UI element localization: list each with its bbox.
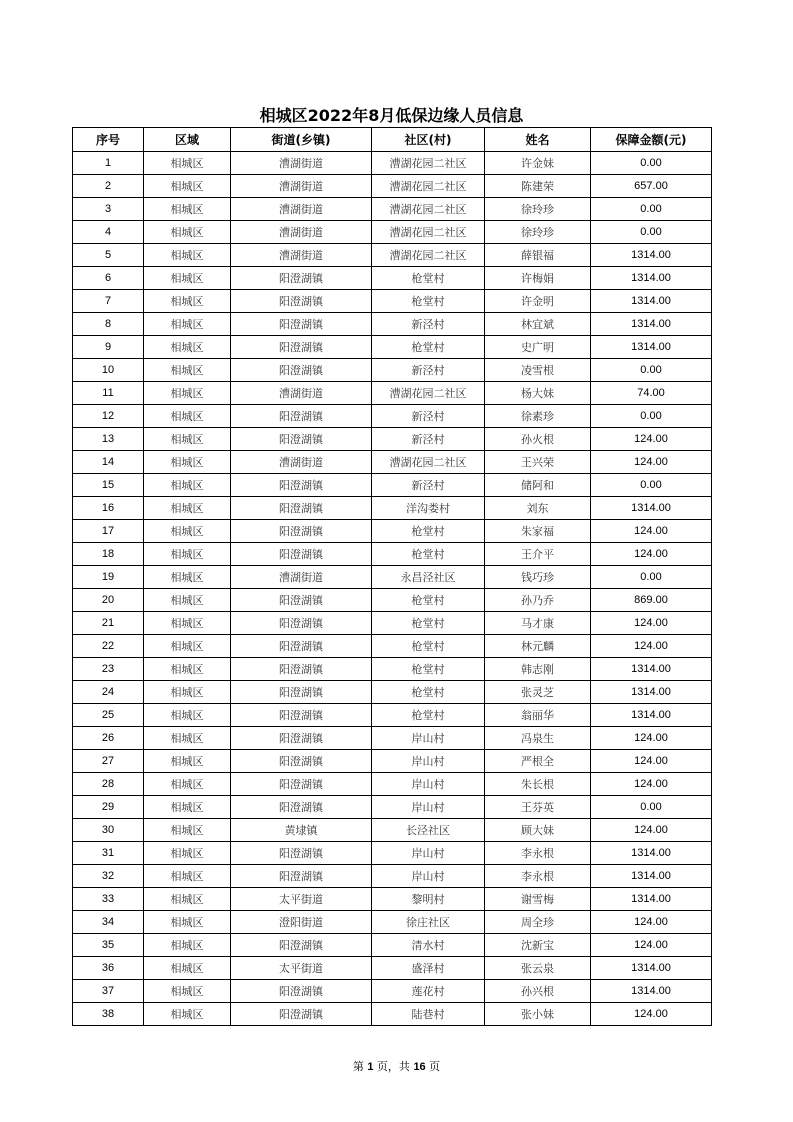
cell-amount: 869.00 — [591, 589, 712, 612]
cell-street: 阳澄湖镇 — [231, 842, 372, 865]
cell-index: 35 — [73, 934, 144, 957]
table-row — [73, 727, 712, 750]
cell-community: 枪堂村 — [372, 635, 485, 658]
cell-district: 相城区 — [144, 796, 231, 819]
cell-district: 相城区 — [144, 589, 231, 612]
cell-name: 林元麟 — [485, 635, 591, 658]
cell-community: 枪堂村 — [372, 681, 485, 704]
table-row — [73, 612, 712, 635]
cell-name: 李永根 — [485, 842, 591, 865]
cell-district: 相城区 — [144, 543, 231, 566]
cell-name: 凌雪根 — [485, 359, 591, 382]
cell-index: 10 — [73, 359, 144, 382]
cell-amount: 1314.00 — [591, 957, 712, 980]
cell-amount: 124.00 — [591, 727, 712, 750]
table-row — [73, 658, 712, 681]
cell-amount: 0.00 — [591, 796, 712, 819]
data-table — [72, 127, 712, 1026]
cell-index: 34 — [73, 911, 144, 934]
cell-name: 沈新宝 — [485, 934, 591, 957]
cell-index: 11 — [73, 382, 144, 405]
cell-amount: 124.00 — [591, 635, 712, 658]
cell-name: 许梅娟 — [485, 267, 591, 290]
table-row — [73, 888, 712, 911]
total-pages-number: 16 — [413, 1061, 426, 1073]
cell-name: 王芬英 — [485, 796, 591, 819]
cell-community: 岸山村 — [372, 865, 485, 888]
cell-street: 阳澄湖镇 — [231, 796, 372, 819]
cell-name: 严根全 — [485, 750, 591, 773]
cell-name: 刘东 — [485, 497, 591, 520]
cell-amount: 124.00 — [591, 451, 712, 474]
table-row — [73, 1003, 712, 1026]
cell-name: 王兴荣 — [485, 451, 591, 474]
cell-district: 相城区 — [144, 635, 231, 658]
table-row — [73, 198, 712, 221]
table-row — [73, 428, 712, 451]
cell-index: 14 — [73, 451, 144, 474]
table-row — [73, 704, 712, 727]
cell-district: 相城区 — [144, 612, 231, 635]
cell-district: 相城区 — [144, 1003, 231, 1026]
cell-index: 24 — [73, 681, 144, 704]
cell-name: 朱长根 — [485, 773, 591, 796]
table-row — [73, 911, 712, 934]
cell-community: 漕湖花园二社区 — [372, 198, 485, 221]
cell-district: 相城区 — [144, 313, 231, 336]
cell-index: 33 — [73, 888, 144, 911]
cell-street: 阳澄湖镇 — [231, 704, 372, 727]
cell-community: 徐庄社区 — [372, 911, 485, 934]
cell-amount: 124.00 — [591, 520, 712, 543]
cell-street: 阳澄湖镇 — [231, 336, 372, 359]
cell-name: 冯泉生 — [485, 727, 591, 750]
cell-name: 王介平 — [485, 543, 591, 566]
table-row — [73, 980, 712, 1003]
cell-amount: 124.00 — [591, 819, 712, 842]
cell-name: 孙乃乔 — [485, 589, 591, 612]
cell-street: 阳澄湖镇 — [231, 681, 372, 704]
cell-amount: 74.00 — [591, 382, 712, 405]
cell-community: 洋沟娄村 — [372, 497, 485, 520]
cell-community: 枪堂村 — [372, 290, 485, 313]
table-row — [73, 497, 712, 520]
cell-index: 27 — [73, 750, 144, 773]
cell-amount: 0.00 — [591, 221, 712, 244]
cell-street: 阳澄湖镇 — [231, 497, 372, 520]
cell-amount: 1314.00 — [591, 681, 712, 704]
cell-name: 谢雪梅 — [485, 888, 591, 911]
cell-amount: 124.00 — [591, 1003, 712, 1026]
cell-street: 阳澄湖镇 — [231, 543, 372, 566]
cell-amount: 1314.00 — [591, 336, 712, 359]
cell-index: 25 — [73, 704, 144, 727]
cell-name: 林宜斌 — [485, 313, 591, 336]
table-row — [73, 359, 712, 382]
column-header-district: 区域 — [144, 128, 231, 152]
page-footer — [0, 1058, 793, 1074]
cell-community: 新泾村 — [372, 359, 485, 382]
cell-amount: 124.00 — [591, 911, 712, 934]
cell-district: 相城区 — [144, 934, 231, 957]
cell-street: 漕湖街道 — [231, 244, 372, 267]
cell-district: 相城区 — [144, 198, 231, 221]
cell-community: 岸山村 — [372, 842, 485, 865]
cell-community: 黎明村 — [372, 888, 485, 911]
cell-index: 4 — [73, 221, 144, 244]
table-row — [73, 842, 712, 865]
cell-name: 周全珍 — [485, 911, 591, 934]
cell-community: 枪堂村 — [372, 589, 485, 612]
cell-name: 许金妹 — [485, 152, 591, 175]
table-row — [73, 267, 712, 290]
cell-community: 枪堂村 — [372, 520, 485, 543]
cell-street: 阳澄湖镇 — [231, 934, 372, 957]
cell-district: 相城区 — [144, 382, 231, 405]
cell-name: 顾大妹 — [485, 819, 591, 842]
cell-street: 漕湖街道 — [231, 198, 372, 221]
cell-index: 2 — [73, 175, 144, 198]
cell-name: 韩志刚 — [485, 658, 591, 681]
cell-amount: 0.00 — [591, 405, 712, 428]
cell-name: 孙兴根 — [485, 980, 591, 1003]
cell-amount: 1314.00 — [591, 497, 712, 520]
cell-community: 枪堂村 — [372, 336, 485, 359]
cell-index: 38 — [73, 1003, 144, 1026]
table-row — [73, 221, 712, 244]
table-row — [73, 543, 712, 566]
cell-community: 枪堂村 — [372, 704, 485, 727]
column-header-amount: 保障金额(元) — [591, 128, 712, 152]
cell-district: 相城区 — [144, 980, 231, 1003]
cell-index: 23 — [73, 658, 144, 681]
cell-street: 阳澄湖镇 — [231, 1003, 372, 1026]
cell-index: 13 — [73, 428, 144, 451]
cell-district: 相城区 — [144, 336, 231, 359]
cell-district: 相城区 — [144, 244, 231, 267]
table-row — [73, 635, 712, 658]
cell-street: 阳澄湖镇 — [231, 773, 372, 796]
footer-suffix: 页 — [425, 1060, 441, 1073]
cell-community: 新泾村 — [372, 405, 485, 428]
cell-district: 相城区 — [144, 359, 231, 382]
cell-index: 20 — [73, 589, 144, 612]
cell-name: 史广明 — [485, 336, 591, 359]
cell-index: 16 — [73, 497, 144, 520]
table-row — [73, 152, 712, 175]
table-row — [73, 313, 712, 336]
cell-street: 澄阳街道 — [231, 911, 372, 934]
cell-amount: 0.00 — [591, 359, 712, 382]
cell-street: 阳澄湖镇 — [231, 865, 372, 888]
cell-street: 漕湖街道 — [231, 566, 372, 589]
cell-amount: 124.00 — [591, 428, 712, 451]
cell-community: 岸山村 — [372, 727, 485, 750]
cell-amount: 124.00 — [591, 934, 712, 957]
cell-community: 枪堂村 — [372, 612, 485, 635]
cell-district: 相城区 — [144, 175, 231, 198]
cell-district: 相城区 — [144, 520, 231, 543]
cell-street: 漕湖街道 — [231, 221, 372, 244]
cell-community: 盛泽村 — [372, 957, 485, 980]
cell-street: 阳澄湖镇 — [231, 428, 372, 451]
cell-street: 阳澄湖镇 — [231, 750, 372, 773]
cell-district: 相城区 — [144, 911, 231, 934]
cell-district: 相城区 — [144, 750, 231, 773]
cell-district: 相城区 — [144, 290, 231, 313]
cell-community: 莲花村 — [372, 980, 485, 1003]
cell-amount: 1314.00 — [591, 980, 712, 1003]
cell-amount: 1314.00 — [591, 244, 712, 267]
table-body — [73, 152, 712, 1026]
cell-name: 陈建荣 — [485, 175, 591, 198]
cell-street: 阳澄湖镇 — [231, 405, 372, 428]
cell-district: 相城区 — [144, 819, 231, 842]
cell-name: 马才康 — [485, 612, 591, 635]
cell-street: 阳澄湖镇 — [231, 980, 372, 1003]
cell-community: 漕湖花园二社区 — [372, 451, 485, 474]
cell-index: 3 — [73, 198, 144, 221]
column-header-index: 序号 — [73, 128, 144, 152]
cell-street: 太平街道 — [231, 957, 372, 980]
cell-name: 钱巧珍 — [485, 566, 591, 589]
cell-index: 22 — [73, 635, 144, 658]
cell-street: 阳澄湖镇 — [231, 520, 372, 543]
cell-district: 相城区 — [144, 957, 231, 980]
table-row — [73, 934, 712, 957]
cell-community: 陆巷村 — [372, 1003, 485, 1026]
cell-district: 相城区 — [144, 704, 231, 727]
cell-name: 张小妹 — [485, 1003, 591, 1026]
cell-district: 相城区 — [144, 865, 231, 888]
cell-district: 相城区 — [144, 152, 231, 175]
cell-street: 阳澄湖镇 — [231, 589, 372, 612]
cell-street: 阳澄湖镇 — [231, 359, 372, 382]
cell-community: 枪堂村 — [372, 543, 485, 566]
cell-index: 9 — [73, 336, 144, 359]
cell-community: 漕湖花园二社区 — [372, 221, 485, 244]
cell-index: 18 — [73, 543, 144, 566]
cell-community: 枪堂村 — [372, 658, 485, 681]
cell-amount: 1314.00 — [591, 658, 712, 681]
cell-street: 漕湖街道 — [231, 451, 372, 474]
cell-name: 薛银福 — [485, 244, 591, 267]
column-header-community: 社区(村) — [372, 128, 485, 152]
cell-community: 漕湖花园二社区 — [372, 382, 485, 405]
cell-name: 张灵芝 — [485, 681, 591, 704]
table-row — [73, 796, 712, 819]
table-header-row — [73, 128, 712, 152]
cell-name: 徐素珍 — [485, 405, 591, 428]
cell-street: 阳澄湖镇 — [231, 612, 372, 635]
cell-name: 朱家福 — [485, 520, 591, 543]
table-row — [73, 382, 712, 405]
cell-amount: 124.00 — [591, 612, 712, 635]
cell-name: 孙火根 — [485, 428, 591, 451]
cell-community: 清水村 — [372, 934, 485, 957]
cell-name: 李永根 — [485, 865, 591, 888]
cell-index: 6 — [73, 267, 144, 290]
cell-district: 相城区 — [144, 474, 231, 497]
cell-amount: 1314.00 — [591, 888, 712, 911]
cell-community: 漕湖花园二社区 — [372, 175, 485, 198]
cell-amount: 124.00 — [591, 750, 712, 773]
column-header-name: 姓名 — [485, 128, 591, 152]
table-row — [73, 290, 712, 313]
cell-index: 1 — [73, 152, 144, 175]
table-row — [73, 773, 712, 796]
table-row — [73, 405, 712, 428]
cell-community: 永昌泾社区 — [372, 566, 485, 589]
cell-index: 28 — [73, 773, 144, 796]
cell-community: 长泾社区 — [372, 819, 485, 842]
cell-index: 7 — [73, 290, 144, 313]
cell-district: 相城区 — [144, 888, 231, 911]
table-row — [73, 566, 712, 589]
cell-community: 新泾村 — [372, 313, 485, 336]
cell-street: 漕湖街道 — [231, 175, 372, 198]
cell-amount: 657.00 — [591, 175, 712, 198]
cell-district: 相城区 — [144, 658, 231, 681]
table-row — [73, 451, 712, 474]
table-row — [73, 750, 712, 773]
cell-amount: 1314.00 — [591, 842, 712, 865]
cell-community: 漕湖花园二社区 — [372, 152, 485, 175]
table-row — [73, 865, 712, 888]
table-row — [73, 681, 712, 704]
table-row — [73, 175, 712, 198]
current-page-number: 1 — [367, 1061, 374, 1073]
cell-amount: 0.00 — [591, 152, 712, 175]
cell-community: 岸山村 — [372, 796, 485, 819]
cell-amount: 0.00 — [591, 566, 712, 589]
cell-street: 阳澄湖镇 — [231, 313, 372, 336]
cell-index: 8 — [73, 313, 144, 336]
column-header-street: 街道(乡镇) — [231, 128, 372, 152]
table-row — [73, 336, 712, 359]
cell-street: 阳澄湖镇 — [231, 658, 372, 681]
cell-amount: 1314.00 — [591, 267, 712, 290]
cell-street: 漕湖街道 — [231, 382, 372, 405]
cell-community: 漕湖花园二社区 — [372, 244, 485, 267]
cell-street: 阳澄湖镇 — [231, 290, 372, 313]
cell-index: 31 — [73, 842, 144, 865]
cell-amount: 1314.00 — [591, 704, 712, 727]
cell-district: 相城区 — [144, 773, 231, 796]
cell-amount: 124.00 — [591, 543, 712, 566]
cell-community: 岸山村 — [372, 750, 485, 773]
table-row — [73, 474, 712, 497]
cell-district: 相城区 — [144, 221, 231, 244]
cell-amount: 0.00 — [591, 474, 712, 497]
cell-name: 许金明 — [485, 290, 591, 313]
cell-amount: 1314.00 — [591, 313, 712, 336]
cell-district: 相城区 — [144, 428, 231, 451]
cell-name: 杨大妹 — [485, 382, 591, 405]
cell-district: 相城区 — [144, 267, 231, 290]
cell-index: 5 — [73, 244, 144, 267]
table-row — [73, 819, 712, 842]
cell-name: 徐玲珍 — [485, 198, 591, 221]
cell-index: 19 — [73, 566, 144, 589]
cell-district: 相城区 — [144, 727, 231, 750]
cell-district: 相城区 — [144, 842, 231, 865]
cell-community: 岸山村 — [372, 773, 485, 796]
footer-prefix: 第 — [352, 1060, 368, 1073]
cell-index: 26 — [73, 727, 144, 750]
cell-district: 相城区 — [144, 497, 231, 520]
cell-index: 21 — [73, 612, 144, 635]
table-row — [73, 244, 712, 267]
cell-street: 黄埭镇 — [231, 819, 372, 842]
table-row — [73, 589, 712, 612]
cell-index: 29 — [73, 796, 144, 819]
cell-street: 阳澄湖镇 — [231, 727, 372, 750]
cell-index: 37 — [73, 980, 144, 1003]
cell-street: 阳澄湖镇 — [231, 267, 372, 290]
table-row — [73, 957, 712, 980]
cell-community: 新泾村 — [372, 428, 485, 451]
cell-index: 36 — [73, 957, 144, 980]
cell-name: 张云泉 — [485, 957, 591, 980]
cell-index: 30 — [73, 819, 144, 842]
cell-street: 漕湖街道 — [231, 152, 372, 175]
cell-district: 相城区 — [144, 681, 231, 704]
cell-name: 徐玲珍 — [485, 221, 591, 244]
cell-district: 相城区 — [144, 405, 231, 428]
cell-district: 相城区 — [144, 451, 231, 474]
cell-community: 枪堂村 — [372, 267, 485, 290]
cell-street: 阳澄湖镇 — [231, 474, 372, 497]
cell-index: 12 — [73, 405, 144, 428]
cell-index: 32 — [73, 865, 144, 888]
cell-name: 翁丽华 — [485, 704, 591, 727]
cell-amount: 124.00 — [591, 773, 712, 796]
cell-street: 阳澄湖镇 — [231, 635, 372, 658]
cell-amount: 1314.00 — [591, 865, 712, 888]
cell-street: 太平街道 — [231, 888, 372, 911]
cell-index: 17 — [73, 520, 144, 543]
table-row — [73, 520, 712, 543]
cell-district: 相城区 — [144, 566, 231, 589]
footer-middle: 页，共 — [373, 1060, 414, 1073]
cell-amount: 0.00 — [591, 198, 712, 221]
document-title: 相城区2022年8月低保边缘人员信息 — [259, 106, 524, 125]
cell-name: 储阿和 — [485, 474, 591, 497]
cell-index: 15 — [73, 474, 144, 497]
cell-amount: 1314.00 — [591, 290, 712, 313]
cell-community: 新泾村 — [372, 474, 485, 497]
